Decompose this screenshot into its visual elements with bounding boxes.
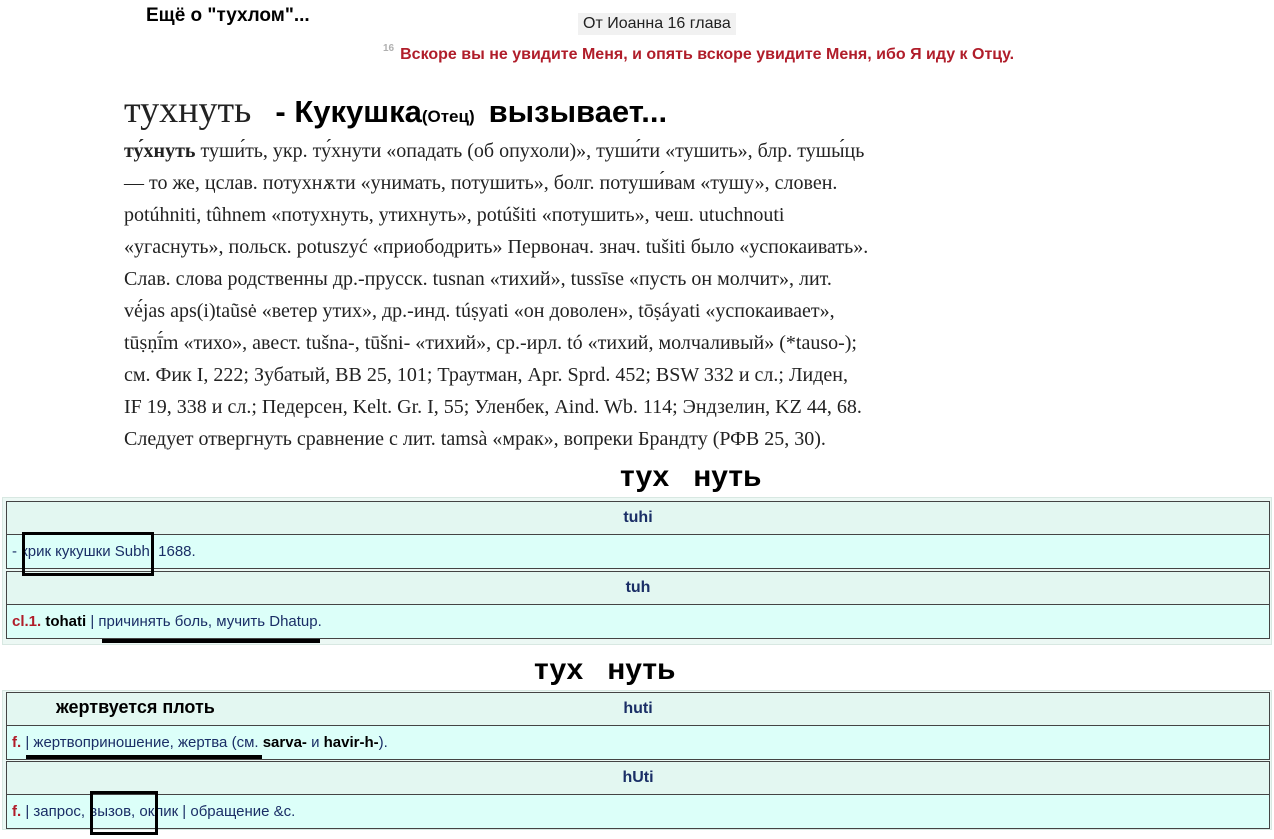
- chapter-title: От Иоанна 16 глава: [578, 13, 736, 35]
- etymology-line: vė́jas aps(i)taũsė «ветер утих», др.-инд. túṣyati «он доволен», tōṣáyati «успокаивает»,: [124, 300, 835, 322]
- headword-dash-text: - Кукушка: [275, 94, 422, 129]
- etymology-text: [124, 135, 974, 455]
- gender-label: f.: [12, 734, 22, 751]
- entry-body-huti: f. | жертвоприношение, жертва (см. sarva- и havir-h-).: [7, 726, 1269, 759]
- etymology-line: IF 19, 338 и сл.; Педерсен, Kelt. Gr. I, 55; Уленбек, Aind. Wb. 114; Эндзелин, KZ 44, 68.: [124, 396, 862, 418]
- split-title-2: тух нуть: [534, 653, 676, 686]
- entry-head-tuh: tuh: [7, 572, 1269, 605]
- headword-after-text: вызывает...: [488, 94, 668, 129]
- entry-tuhi: [6, 501, 1270, 569]
- verse-number: 16: [383, 43, 395, 54]
- verb-form: tohati: [45, 613, 87, 630]
- entry-head-hUti: hUti: [7, 762, 1269, 795]
- split-title-1: тух нуть: [620, 460, 762, 493]
- headword-line: [124, 88, 667, 132]
- highlight-box-cuckoo: [22, 532, 154, 576]
- entry-body-hUti: [7, 795, 1269, 828]
- highlight-box-call: [90, 791, 158, 835]
- ref-link-havir[interactable]: havir-h-: [323, 734, 379, 751]
- entry-body-tuh: cl.1. tohati | причинять боль, мучить Dhatup.: [7, 605, 1269, 638]
- entry-link[interactable]: крик кукушки Subh. 1688.: [21, 543, 196, 560]
- etymology-line: ту́хнуть туши́ть, укр. ту́хнути «опадать (об опухоли)», туши́ти «тушить», блр. тушы́ць: [124, 140, 865, 162]
- verse: [383, 43, 1014, 64]
- entry-hUti: [6, 761, 1270, 829]
- top-note: Ещё о "тухлом"...: [146, 5, 310, 26]
- headword: тухнуть: [124, 89, 252, 131]
- ref-link-sarva[interactable]: sarva-: [262, 734, 307, 751]
- etymology-line: Следует отвергнуть сравнение с лит. tamsà «мрак», вопреки Брандту (РФВ 25, 30).: [124, 428, 826, 450]
- annotation-text: жертвуется плоть: [56, 697, 215, 717]
- underline-sacrifice: [26, 755, 262, 759]
- entry-body-tuhi: - крик кукушки Subh. 1688.: [7, 535, 1269, 568]
- etymology-line: Слав. слова родственны др.-прусск. tusnan «тихий», tussīse «пусть он молчит», лит.: [124, 268, 832, 290]
- gender-label: f.: [12, 803, 22, 820]
- underline-pain: [102, 639, 320, 643]
- etymology-line: «угаснуть», польск. potuszyć «приободрить» Первонач. знач. tušiti было «успокаивать».: [124, 236, 869, 258]
- etymology-lead: ту́хнуть: [124, 140, 196, 162]
- entry-link[interactable]: | запрос, вызов, оклик | обращение &c.: [21, 803, 296, 820]
- etymology-line: — то же, цслав. потухнѫти «унимать, потушить», болг. потуши́вам «тушу», словен.: [124, 172, 838, 194]
- entry-head-tuhi: tuhi: [7, 502, 1269, 535]
- entry-link[interactable]: жертвоприношение, жертва: [33, 734, 228, 751]
- entry-head-huti: huti: [7, 693, 1269, 726]
- etymology-line: tūṣṇī́m «тихо», авест. tušna-, tūšni- «тихий», ср.-ирл. tó «тихий, молчаливый» (*tauso-);: [124, 332, 857, 354]
- etymology-line: см. Фик I, 222; Зубатый, BB 25, 101; Траутман, Apr. Sprd. 452; BSW 332 и сл.; Лиден,: [124, 364, 848, 386]
- verse-text: Вскоре вы не увидите Меня, и опять вскоре увидите Меня, ибо Я иду к Отцу.: [400, 46, 1015, 63]
- entry-tuh: [6, 571, 1270, 639]
- verb-class: cl.1.: [12, 613, 42, 630]
- entry-link[interactable]: причинять боль, мучить Dhatup.: [98, 613, 322, 630]
- etymology-line: potúhniti, tûhnem «потухнуть, утихнуть», potúšiti «потушить», чеш. utuchnouti: [124, 204, 785, 226]
- headword-small-text: (Отец): [421, 107, 475, 126]
